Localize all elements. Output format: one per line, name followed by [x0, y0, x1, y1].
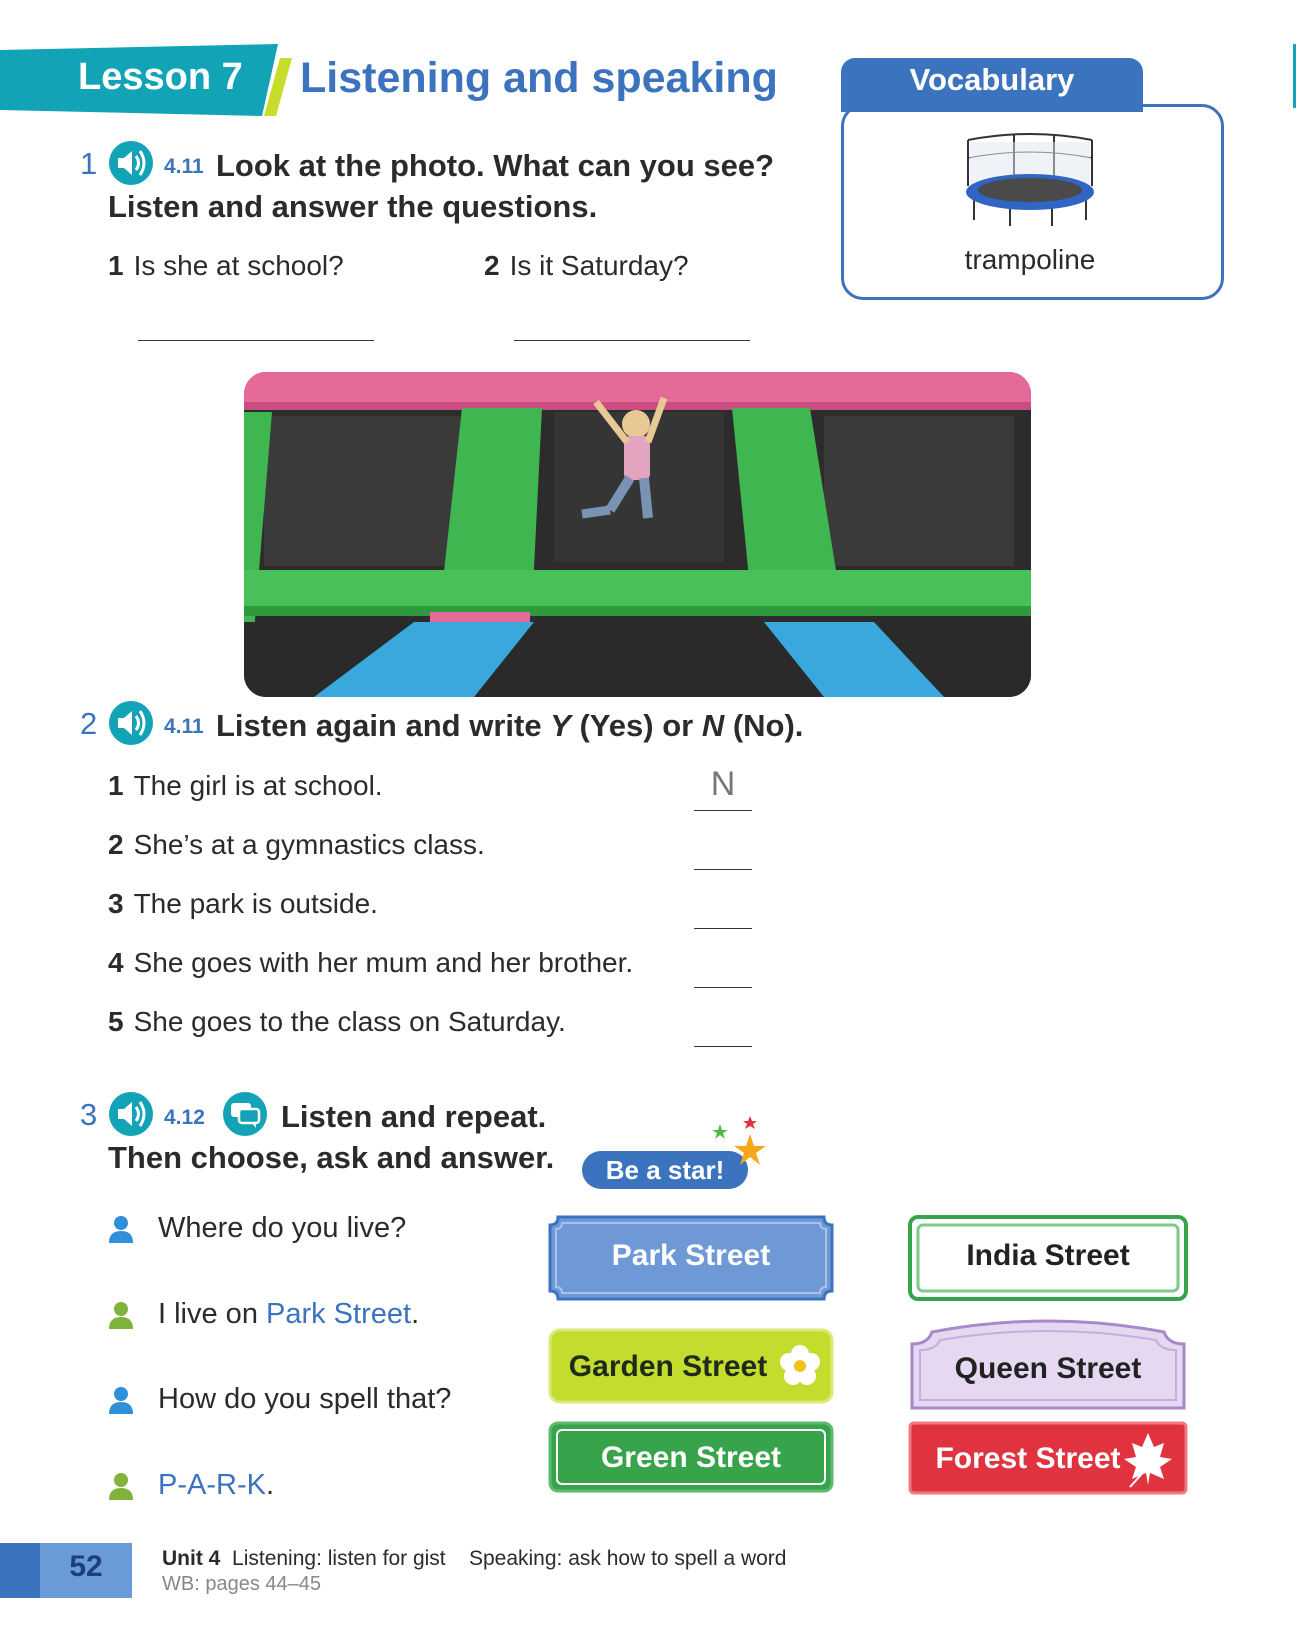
answer-line[interactable] — [694, 987, 752, 988]
vocabulary-word: trampoline — [964, 244, 1096, 275]
speaking-icon — [222, 1091, 268, 1137]
footer-info: Unit 4 Listening: listen for gist Speaking: ask how to spell a word — [162, 1547, 787, 1570]
audio-icon[interactable] — [108, 700, 154, 746]
statement-item: 4 She goes with her mum and her brother. — [108, 947, 634, 978]
answer-line[interactable] — [694, 869, 752, 870]
dialogue-line: How do you spell that? — [158, 1383, 452, 1415]
answer-value[interactable]: N — [710, 765, 736, 803]
answer-line[interactable] — [694, 1046, 752, 1047]
statement-item: 1 The girl is at school. — [108, 770, 383, 801]
answer-line-2[interactable] — [514, 340, 750, 341]
lesson-title: Listening and speaking — [300, 54, 778, 102]
street-name: Green Street — [600, 1441, 782, 1474]
track-number: 4.11 — [164, 715, 204, 738]
question-item: 2 Is it Saturday? — [484, 250, 689, 281]
track-number: 4.12 — [164, 1106, 205, 1129]
exercise-1-number: 1 — [80, 146, 98, 181]
audio-icon[interactable] — [108, 1091, 154, 1137]
exercise-2-number: 2 — [80, 706, 98, 741]
exercise-3-instruction-2: Then choose, ask and answer. — [108, 1140, 555, 1175]
street-name: Park Street — [611, 1239, 771, 1272]
lesson-number: Lesson 7 — [78, 56, 243, 98]
statement-item: 5 She goes to the class on Saturday. — [108, 1006, 566, 1037]
dialogue-line: Where do you live? — [158, 1212, 407, 1244]
page-edge-marker — [1293, 44, 1296, 108]
exercise-2-instruction: Listen again and write Y (Yes) or N (No). — [216, 708, 804, 743]
track-number: 4.11 — [164, 155, 204, 178]
workbook-reference: WB: pages 44–45 — [162, 1573, 321, 1595]
statement-item: 3 The park is outside. — [108, 888, 378, 919]
trampoline-icon — [960, 128, 1100, 228]
street-name: India Street — [966, 1239, 1130, 1272]
be-a-star-badge: Be a star! — [582, 1151, 748, 1189]
speaker-a-icon — [108, 1215, 134, 1243]
street-name: Forest Street — [935, 1442, 1121, 1475]
exercise-3-instruction: Listen and repeat. — [281, 1099, 547, 1134]
page-number: 52 — [69, 1550, 103, 1583]
stars-icon — [700, 1116, 770, 1172]
speaker-b-icon — [108, 1301, 134, 1329]
street-name: Queen Street — [954, 1352, 1142, 1385]
answer-line-1[interactable] — [138, 340, 374, 341]
answer-line[interactable] — [694, 810, 752, 811]
speaker-b-icon — [108, 1472, 134, 1500]
dialogue-line: P-A-R-K. — [158, 1469, 275, 1501]
trampoline-park-photo — [244, 372, 1031, 697]
question-item: 1 Is she at school? — [108, 250, 344, 281]
footer-bar — [0, 1543, 40, 1598]
dialogue-line: I live on Park Street. — [158, 1298, 420, 1330]
exercise-3-number: 3 — [80, 1097, 98, 1132]
answer-line[interactable] — [694, 928, 752, 929]
audio-icon[interactable] — [108, 140, 154, 186]
exercise-1-instruction-2: Listen and answer the questions. — [108, 189, 598, 224]
statement-item: 2 She’s at a gymnastics class. — [108, 829, 485, 860]
exercise-1-instruction: Look at the photo. What can you see? — [216, 148, 775, 183]
speaker-a-icon — [108, 1386, 134, 1414]
street-name: Garden Street — [568, 1350, 768, 1383]
vocabulary-heading: Vocabulary — [909, 62, 1075, 97]
